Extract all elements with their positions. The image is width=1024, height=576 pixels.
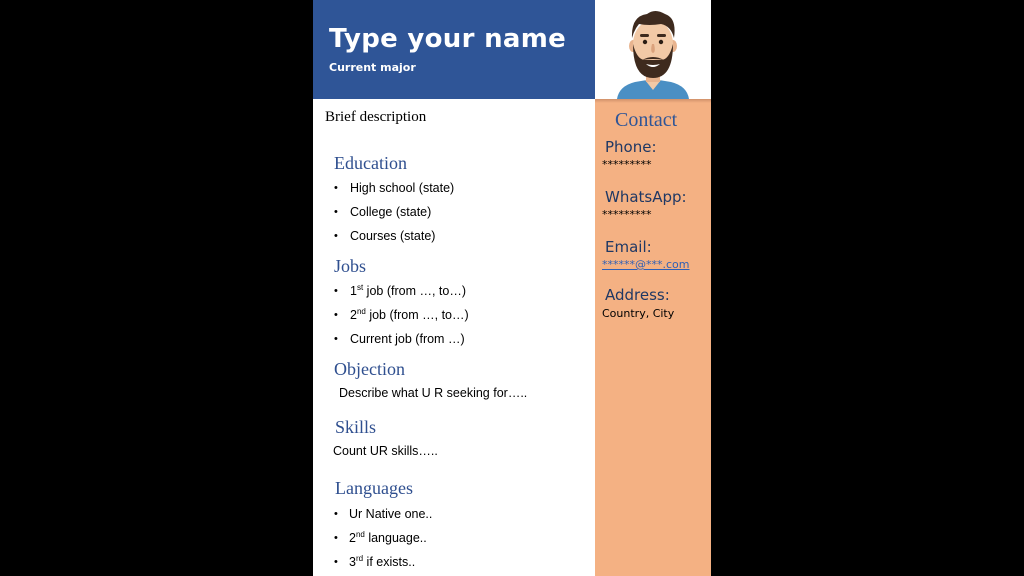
language-text: Ur Native one.. (349, 507, 433, 521)
language-number: 3 (349, 555, 356, 569)
education-item: High school (state) (350, 181, 455, 195)
job-ordinal: nd (356, 306, 366, 316)
language-ordinal: nd (355, 529, 365, 539)
email-link[interactable]: ******@***.com (602, 258, 690, 271)
bullet-icon: • (334, 532, 338, 544)
phone-label: Phone: (605, 138, 657, 156)
bullet-icon: • (334, 508, 338, 520)
sidebar-divider (595, 99, 711, 103)
contact-heading: Contact (615, 109, 678, 131)
bullet-icon: • (334, 285, 338, 297)
objection-heading: Objection (334, 359, 405, 379)
bullet-icon: • (334, 333, 338, 345)
job-item (350, 308, 469, 322)
language-item (349, 555, 415, 569)
brief-description: Brief description (325, 109, 427, 125)
bullet-icon: • (334, 182, 338, 194)
name-title: Type your name (329, 24, 567, 54)
job-ordinal: st (356, 282, 364, 292)
job-number: 2 (350, 308, 357, 322)
job-text: Current job (from …) (350, 332, 465, 346)
job-item (350, 284, 466, 298)
address-value: Country, City (602, 307, 675, 320)
education-item: College (state) (350, 205, 432, 219)
major-subtitle: Current major (329, 61, 416, 74)
language-item (349, 507, 432, 521)
phone-value: ********* (602, 158, 652, 171)
language-item (349, 531, 427, 545)
language-number: 2 (349, 531, 356, 545)
address-label: Address: (605, 286, 670, 304)
bullet-icon: • (334, 556, 338, 568)
bullet-icon: • (334, 230, 338, 242)
whatsapp-value: ********* (602, 208, 652, 221)
skills-heading: Skills (335, 417, 377, 437)
job-text: job (from …, to…) (363, 284, 466, 298)
name-header (313, 0, 595, 99)
job-item (350, 332, 465, 346)
email-label: Email: (605, 238, 652, 256)
languages-heading: Languages (335, 478, 413, 498)
education-heading: Education (334, 153, 407, 173)
resume-page (313, 0, 711, 576)
bearded-man-avatar-icon (595, 0, 711, 99)
language-text: if exists.. (363, 555, 416, 569)
language-text: language.. (364, 531, 427, 545)
language-ordinal: rd (355, 553, 364, 563)
objection-text: Describe what U R seeking for….. (339, 386, 528, 400)
avatar (595, 0, 711, 99)
skills-text: Count UR skills….. (333, 444, 438, 458)
education-item: Courses (state) (350, 229, 436, 243)
bullet-icon: • (334, 206, 338, 218)
whatsapp-label: WhatsApp: (605, 188, 687, 206)
job-text: job (from …, to…) (365, 308, 469, 322)
contact-sidebar (595, 99, 711, 576)
bullet-icon: • (334, 309, 338, 321)
job-number: 1 (350, 284, 357, 298)
jobs-heading: Jobs (334, 256, 367, 276)
